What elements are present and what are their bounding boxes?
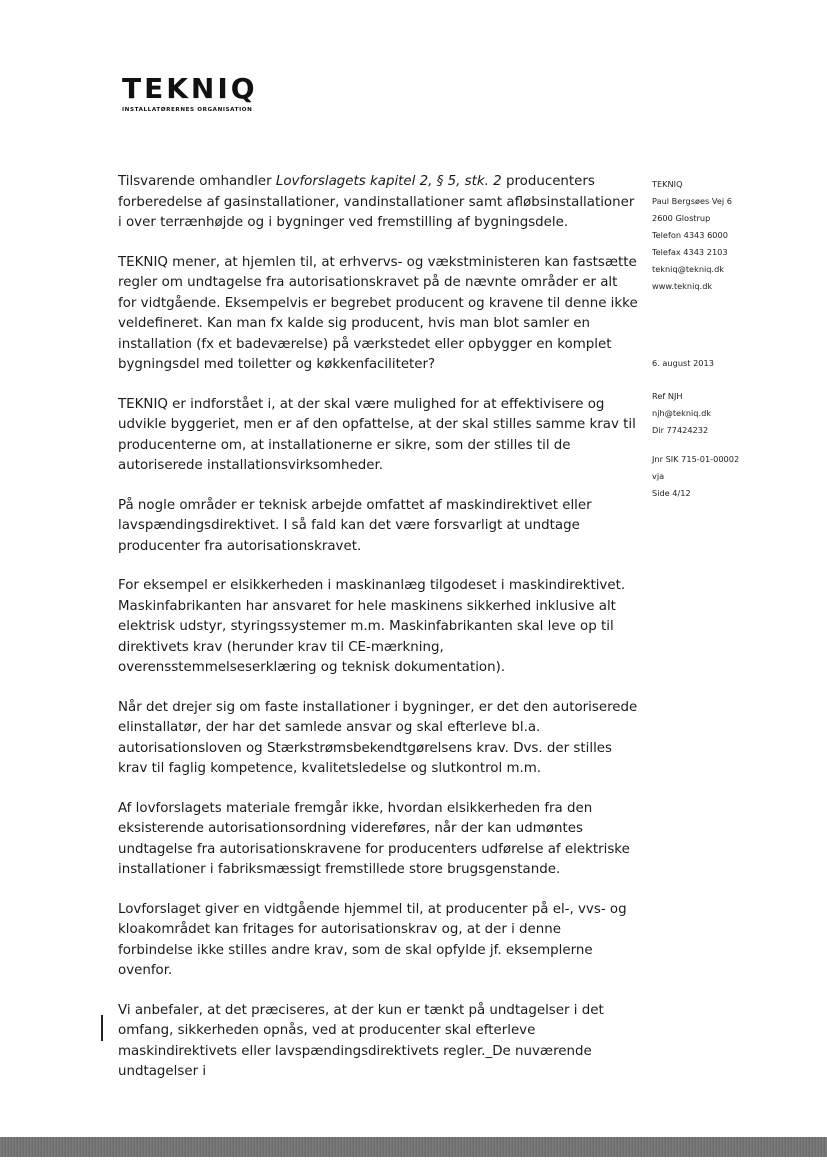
paragraph-8: Lovforslaget giver en vidtgående hjemmel til, at producenter på el-, vvs- og kloakområdet kan fritages for autorisationskrav og, at der i denne forbindelse ikke stilles andre krav, som de skal opfylde jf. eksemplerne ovenfor.	[118, 901, 627, 978]
sidebar-ref: Ref NJH	[652, 391, 683, 401]
paragraph-1-text-b: producenters forberedelse af gasinstallationer, vandinstallationer samt afløbsinstallationer i over terrænhøjde og i bygninger ved fremstilling af bygningsdele.	[118, 174, 635, 230]
sidebar-web: www.tekniq.dk	[652, 281, 713, 291]
paragraph-1	[118, 172, 638, 234]
sidebar-org: TEKNIQ	[652, 179, 683, 189]
paragraph-5: For eksempel er elsikkerheden i maskinanlæg tilgodeset i maskindirektivet. Maskinfabrikanten har ansvaret for hele maskinens sikkerhed inklusive alt elektrisk udstyr, styringssystemer m.m. Maskinfabrikanten skal leve op til direktivets krav (herunder krav til CE-mærkning, overensstemmelseserklæring og teknisk dokumentation).	[118, 578, 626, 675]
sidebar-street: Paul Bergsøes Vej 6	[652, 196, 732, 206]
sidebar-dir: Dir 77424232	[652, 425, 709, 435]
paragraph-2: TEKNIQ mener, at hjemlen til, at erhvervs- og vækstministeren kan fastsætte regler om undtagelse fra autorisationskravet på de nævnte områder er alt for vidtgående. Eksempelvis er begrebet producent og kravene til denne ikke veldefineret. Kan man fx kalde sig producent, hvis man blot samler en installation (fx et badeværelse) på værkstedet eller opbygger en komplet bygningsdel med toiletter og køkkenfaciliteter?	[118, 254, 638, 372]
sender-sidebar	[652, 176, 802, 502]
sidebar-jnr: Jnr SIK 715-01-00002	[652, 454, 740, 464]
sidebar-city: 2600 Glostrup	[652, 213, 711, 223]
sidebar-initials: vja	[652, 471, 665, 481]
sidebar-date: 6. august 2013	[652, 358, 714, 368]
margin-change-bar	[101, 1015, 103, 1041]
sidebar-fax: Telefax 4343 2103	[652, 247, 728, 257]
logo-subtitle: INSTALLATØRERNES ORGANISATION	[122, 107, 253, 113]
paragraph-1-text-a: Tilsvarende omhandler	[118, 174, 276, 189]
paragraph-3: TEKNIQ er indforstået i, at der skal være mulighed for at effektivisere og udvikle byggeriet, men er af den opfattelse, at der skal stilles samme krav til producenterne om, at installationerne er sikre, som der stilles til de autoriserede installationsvirksomheder.	[118, 396, 636, 473]
sidebar-page: Side 4/12	[652, 488, 691, 498]
sidebar-phone: Telefon 4343 6000	[652, 230, 728, 240]
sidebar-email: tekniq@tekniq.dk	[652, 264, 725, 274]
paragraph-4: På nogle områder er teknisk arbejde omfattet af maskindirektivet eller lavspændingsdirektivet. I så fald kan det være forsvarligt at undtage producenter fra autorisationskravet.	[118, 497, 592, 554]
paragraph-9: Vi anbefaler, at det præciseres, at der kun er tænkt på undtagelser i det omfang, sikkerheden opnås, ved at producenter skal efterleve maskindirektivets eller lavspændingsdirektivets regler._De nuværende undtagelser i	[118, 1002, 604, 1079]
scan-border-band	[0, 1137, 827, 1157]
tekniq-logo	[122, 74, 292, 114]
logo-wordmark: TEKNIQ	[122, 72, 258, 105]
sidebar-ref-email: njh@tekniq.dk	[652, 408, 712, 418]
letter-body	[118, 172, 638, 1102]
paragraph-7: Af lovforslagets materiale fremgår ikke, hvordan elsikkerheden fra den eksisterende autorisationsordning videreføres, når der kan udmøntes undtagelse fra autorisationskravene for producenters udførelse af elektriske installationer i fabriksmæssigt fremstillede store brugsgenstande.	[118, 800, 630, 877]
paragraph-6: Når det drejer sig om faste installationer i bygninger, er det den autoriserede elinstallatør, der har det samlede ansvar og skal efterleve bl.a. autorisationsloven og Stærkstrømsbekendtgørelsens krav. Dvs. der stilles krav til faglig kompetence, kvalitetsledelse og slutkontrol m.m.	[118, 699, 638, 776]
paragraph-1-law-reference: Lovforslagets kapitel 2, § 5, stk. 2	[275, 174, 502, 189]
